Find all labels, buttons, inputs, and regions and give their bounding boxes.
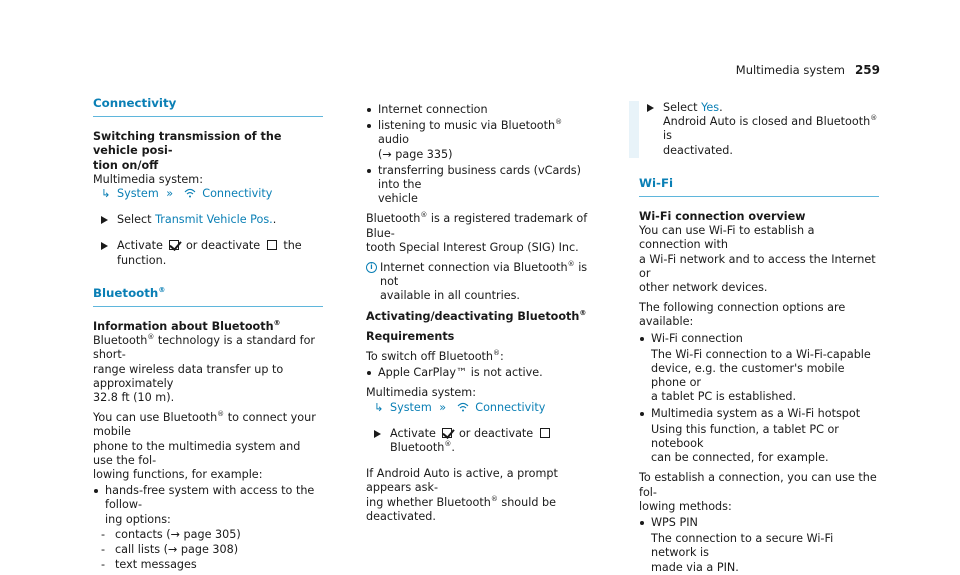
heading-transmission: Switching transmission of the vehicle posi- tion on/off	[93, 130, 282, 172]
yes-link[interactable]: Yes	[701, 101, 720, 114]
page-ref-link[interactable]: (→ page 335)	[378, 147, 453, 161]
column-3	[639, 101, 879, 575]
paragraph-use-bluetooth: You can use Bluetooth® to connect your mobile phone to the multimedia system and use the fol- lowing functions, for example:	[93, 410, 316, 482]
column-2	[366, 101, 596, 524]
menu-path[interactable]	[366, 401, 596, 415]
arrow-hook-icon: ↳	[374, 400, 384, 414]
section-title-wifi: Wi-Fi	[639, 176, 879, 197]
list-item: Internet connection	[366, 103, 596, 117]
arrow-hook-icon: ↳	[101, 187, 111, 201]
wifi-icon	[457, 402, 469, 412]
heading-info-bluetooth: Information about Bluetooth®	[93, 319, 281, 334]
heading-requirements: Requirements	[366, 329, 455, 343]
list-item-desc: Using this function, a tablet PC or notebook can be connected, for example.	[651, 422, 839, 465]
paragraph-switch-off: To switch off Bluetooth®:	[366, 349, 504, 364]
section-title-bluetooth: Bluetooth®	[93, 286, 323, 307]
step-activate-bluetooth: Activate or deactivate Bluetooth®.	[366, 427, 596, 455]
step-arrow-icon	[374, 430, 381, 438]
multimedia-label: Multimedia system:	[93, 172, 203, 186]
transmit-vehicle-pos-link[interactable]: Transmit Vehicle Pos.	[155, 213, 273, 227]
paragraph-options: The following connection options are available:	[639, 301, 846, 329]
step-arrow-icon	[101, 242, 108, 250]
multimedia-label: Multimedia system:	[366, 386, 476, 400]
empty-box-icon	[540, 428, 550, 438]
section-title-connectivity: Connectivity	[93, 96, 323, 117]
step-arrow-icon	[647, 104, 654, 112]
heading-activating-bluetooth: Activating/deactivating Bluetooth®	[366, 308, 587, 323]
checked-box-icon	[169, 240, 179, 250]
sub-item-call-lists[interactable]: - call lists (→ page 308)	[93, 543, 323, 557]
heading-wifi-overview: Wi-Fi connection overview	[639, 210, 806, 224]
path-connectivity[interactable]: Connectivity	[202, 187, 273, 201]
path-connectivity[interactable]: Connectivity	[475, 400, 546, 414]
info-note: i Internet connection via Bluetooth® is not available in all countries.	[366, 261, 596, 304]
double-chevron-icon: »	[166, 187, 174, 201]
paragraph-methods: To establish a connection, you can use the fol- lowing methods:	[639, 471, 877, 513]
list-item: Wi-Fi connection	[639, 332, 879, 346]
list-item-desc: The connection to a secure Wi-Fi network is made via a PIN.	[651, 532, 834, 574]
step-arrow-icon	[101, 216, 108, 224]
step-activate: Activate or deactivate the function.	[93, 239, 323, 267]
step-select-yes: Select Yes. Android Auto is closed and Bluetooth® is deactivated.	[629, 101, 879, 158]
list-item-desc: The Wi-Fi connection to a Wi-Fi-capable device, e.g. the customer's mobile phone or a tablet PC is established.	[651, 347, 871, 404]
paragraph-wifi-use: You can use Wi-Fi to establish a connection with a Wi-Fi network and to access the Internet or other network devices.	[639, 224, 876, 295]
step-select: Select Transmit Vehicle Pos..	[93, 213, 323, 227]
paragraph-bluetooth-tech: Bluetooth® technology is a standard for short- range wireless data transfer up to approximately 32.8 ft (10 m).	[93, 333, 316, 405]
list-item: hands-free system with access to the follow- ing options:	[93, 484, 323, 527]
page-number: 259	[854, 63, 880, 77]
list-item: listening to music via Bluetooth® audio (→ page 335)	[366, 119, 596, 162]
list-item: Multimedia system as a Wi-Fi hotspot	[639, 407, 879, 421]
paragraph-android-auto: If Android Auto is active, a prompt appears ask- ing whether Bluetooth® should be deactivated.	[366, 467, 558, 523]
empty-box-icon	[267, 240, 277, 250]
path-system[interactable]: System	[117, 187, 159, 201]
checked-box-icon	[442, 428, 452, 438]
double-chevron-icon: »	[439, 400, 447, 414]
path-system[interactable]: System	[390, 400, 432, 414]
page-header	[736, 63, 880, 77]
column-1	[93, 96, 323, 572]
header-section: Multimedia system	[735, 63, 845, 77]
wifi-icon	[184, 188, 196, 198]
sub-item-text-messages: - text messages	[93, 558, 323, 572]
list-item: Apple CarPlay™ is not active.	[366, 366, 596, 380]
paragraph-trademark: Bluetooth® is a registered trademark of Blue- tooth Special Interest Group (SIG) Inc.	[366, 211, 588, 254]
info-icon: i	[366, 262, 377, 273]
menu-path[interactable]	[93, 187, 323, 201]
sub-item-contacts[interactable]: - contacts (→ page 305)	[93, 528, 323, 542]
list-item: transferring business cards (vCards) into the vehicle	[366, 164, 596, 207]
list-item: WPS PIN	[639, 516, 879, 530]
